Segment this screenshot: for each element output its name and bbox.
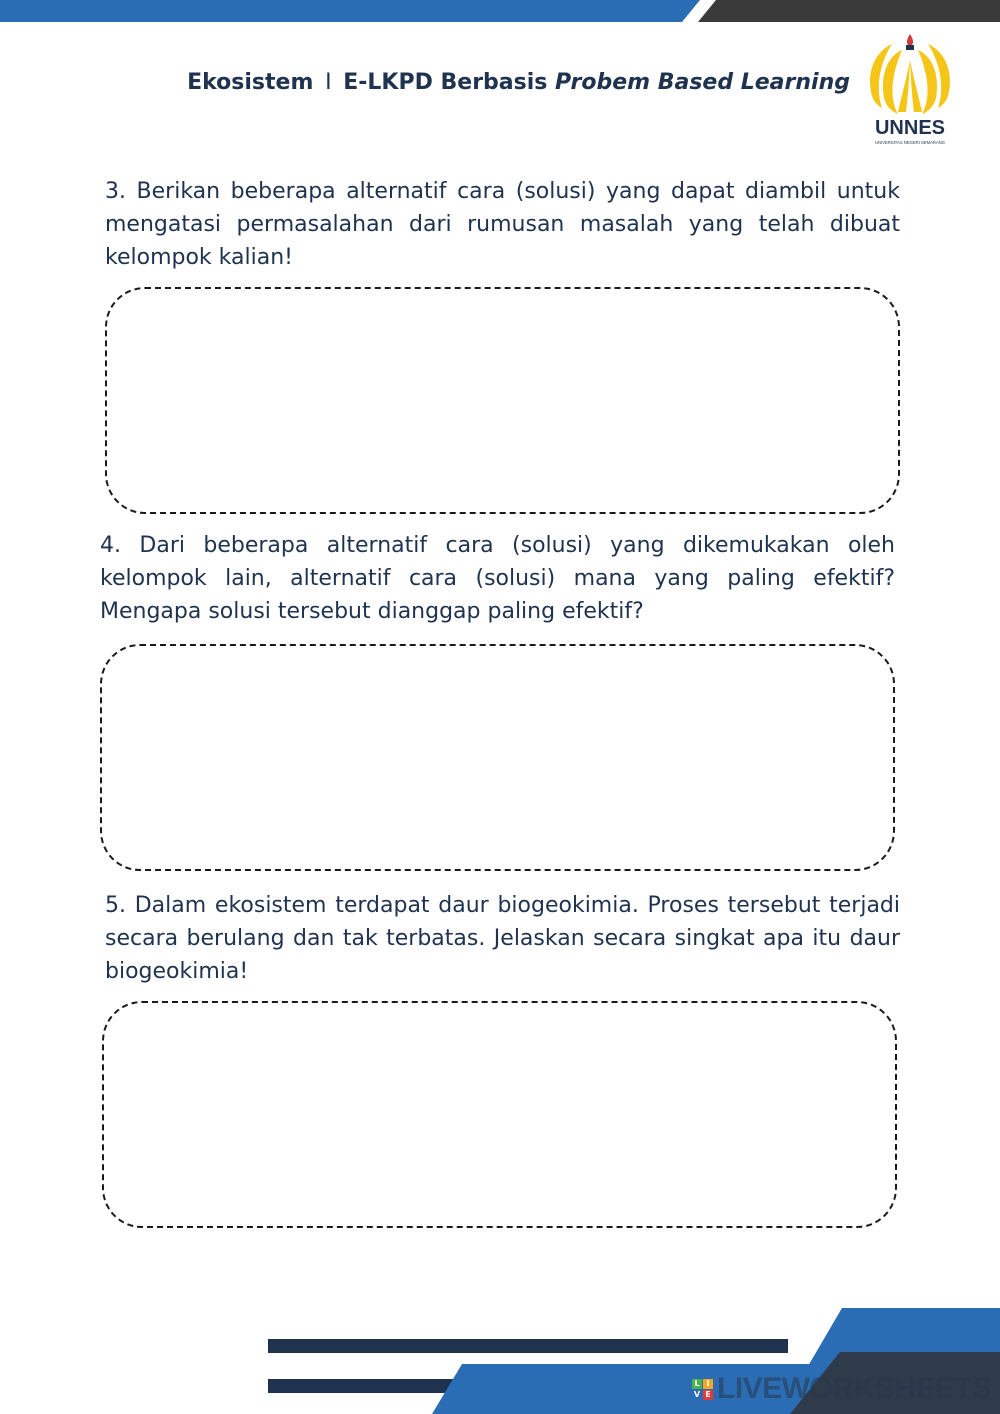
header-separator: I	[325, 70, 332, 95]
wm-letter-e: E	[703, 1390, 713, 1400]
wm-letter-v: V	[693, 1389, 701, 1399]
header-title-italic: Probem Based Learning	[555, 70, 850, 95]
answer-box-question-5[interactable]	[102, 1001, 897, 1228]
answer-box-question-4[interactable]	[100, 644, 895, 871]
page-header-title	[170, 70, 850, 95]
header-title-mid: E-LKPD Berbasis	[343, 70, 548, 95]
logo-unnes-text: UNNES	[874, 117, 946, 139]
liveworksheets-watermark	[692, 1374, 992, 1404]
header-title-main: Ekosistem	[187, 70, 314, 95]
question-3-text: 3. Berikan beberapa alternatif cara (solusi) yang dapat diambil untuk mengatasi permasalahan dari rumusan masalah yang telah dibuat kelompok kalian!	[105, 179, 900, 270]
wm-letter-i: I	[703, 1379, 713, 1389]
top-decorative-band	[0, 0, 1000, 22]
liveworksheets-icon	[692, 1379, 713, 1400]
question-5-text: 5. Dalam ekosistem terdapat daur biogeokimia. Proses tersebut terjadi secara berulang dan tak terbatas. Jelaskan secara singkat apa itu daur biogeokimia!	[105, 893, 900, 984]
question-4-text: 4. Dari beberapa alternatif cara (solusi) yang dikemukakan oleh kelompok lain, alternatif cara (solusi) mana yang paling efektif? Mengapa solusi tersebut dianggap paling efektif?	[100, 533, 895, 624]
logo-subtext: UNIVERSITAS NEGERI SEMARANG	[875, 140, 945, 145]
unnes-logo	[862, 30, 958, 148]
answer-box-question-3[interactable]	[105, 287, 900, 514]
watermark-text: LIVEWORKSHEETS	[717, 1372, 992, 1405]
wm-letter-l: L	[692, 1379, 702, 1389]
